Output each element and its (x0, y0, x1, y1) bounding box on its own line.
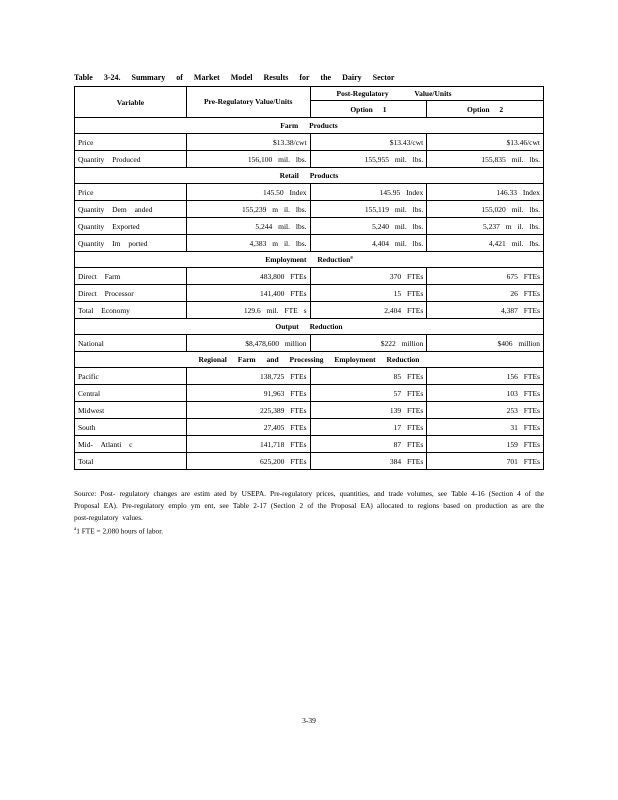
option-1-value: 370 FTEs (310, 268, 427, 285)
table-row (75, 235, 544, 252)
option-2-value: 4,421 mil. lbs. (427, 235, 544, 252)
section-heading-text: Employment Reduction (265, 255, 351, 264)
section-employment-reduction (75, 252, 544, 268)
row-label: National (75, 335, 187, 352)
option-2-value: 4,387 FTEs (427, 302, 544, 319)
row-label: South (75, 419, 187, 436)
option-1-value: 155,955 mil. lbs. (310, 151, 427, 168)
pre-regulatory-value: 156,100 mil. lbs. (186, 151, 310, 168)
row-label: Mid- Atlanti c (75, 436, 187, 453)
table-row (75, 302, 544, 319)
option-1-value: 2,404 FTEs (310, 302, 427, 319)
section-heading: Farm Products (75, 118, 544, 134)
section-heading: Output Reduction (75, 319, 544, 335)
option-1-value: 145.95 Index (310, 184, 427, 201)
header-pre-regulatory: Pre-Regulatory Value/Units (186, 87, 310, 118)
option-1-value: 87 FTEs (310, 436, 427, 453)
option-2-value: 31 FTEs (427, 419, 544, 436)
section-heading (75, 252, 544, 268)
table-row (75, 385, 544, 402)
pre-regulatory-value: 155,239 m il. lbs. (186, 201, 310, 218)
pre-regulatory-value: 225,389 FTEs (186, 402, 310, 419)
option-1-value: $222 million (310, 335, 427, 352)
option-2-value: 155,020 mil. lbs. (427, 201, 544, 218)
table-row (75, 134, 544, 151)
option-2-value: 146.33 Index (427, 184, 544, 201)
row-label: Central (75, 385, 187, 402)
option-2-value: 156 FTEs (427, 368, 544, 385)
section-retail-products (75, 168, 544, 184)
header-option-1: Option 1 (310, 101, 427, 118)
option-2-value: 103 FTEs (427, 385, 544, 402)
row-label: Quantity Exported (75, 218, 187, 235)
table-row (75, 335, 544, 352)
table-row (75, 436, 544, 453)
row-label: Direct Farm (75, 268, 187, 285)
row-label: Direct Processor (75, 285, 187, 302)
table-row (75, 419, 544, 436)
table-row (75, 268, 544, 285)
table-footnotes (74, 488, 544, 537)
option-1-value: 57 FTEs (310, 385, 427, 402)
row-label: Quantity Produced (75, 151, 187, 168)
fte-note-text: 1 FTE = 2,080 hours of labor. (76, 526, 164, 536)
row-label: Total Economy (75, 302, 187, 319)
option-1-value: 5,240 mil. lbs. (310, 218, 427, 235)
fte-note (74, 524, 544, 537)
option-1-value: 155,119 mil. lbs. (310, 201, 427, 218)
pre-regulatory-value: 483,800 FTEs (186, 268, 310, 285)
option-2-value: 253 FTEs (427, 402, 544, 419)
page-number: 3-39 (302, 716, 316, 725)
footnote-marker: a (74, 527, 77, 532)
row-label: Midwest (75, 402, 187, 419)
section-output-reduction (75, 319, 544, 335)
row-label: Price (75, 134, 187, 151)
pre-regulatory-value: 129.6 mil. FTE s (186, 302, 310, 319)
section-heading: Retail Products (75, 168, 544, 184)
pre-regulatory-value: 141,718 FTEs (186, 436, 310, 453)
row-label: Pacific (75, 368, 187, 385)
pre-regulatory-value: 138,725 FTEs (186, 368, 310, 385)
table-caption: Table 3-24. Summary of Market Model Results for the Dairy Sector (74, 73, 395, 82)
row-label: Price (75, 184, 187, 201)
row-label: Quantity Dem anded (75, 201, 187, 218)
section-farm-products (75, 118, 544, 134)
option-2-value: 26 FTEs (427, 285, 544, 302)
table-row (75, 151, 544, 168)
pre-regulatory-value: 91,963 FTEs (186, 385, 310, 402)
option-2-value: 155,835 mil. lbs. (427, 151, 544, 168)
table-row (75, 201, 544, 218)
header-post-regulatory: Post-Regulatory Value/Units (310, 87, 543, 101)
row-label: Quantity Im ported (75, 235, 187, 252)
pre-regulatory-value: 27,405 FTEs (186, 419, 310, 436)
table-row (75, 402, 544, 419)
table-row (75, 285, 544, 302)
option-2-value: 675 FTEs (427, 268, 544, 285)
option-2-value: 159 FTEs (427, 436, 544, 453)
pre-regulatory-value: 625,200 FTEs (186, 453, 310, 470)
option-1-value: 17 FTEs (310, 419, 427, 436)
pre-regulatory-value: 141,400 FTEs (186, 285, 310, 302)
section-regional (75, 352, 544, 368)
source-note: Source: Post- regulatory changes are estim ated by USEPA. Pre-regulatory prices, quantities, and trade volumes, see Table 4-16 (Section 4 of the Proposal EA). Pre-regulatory emplo ym ent, see Table 2-17 (Section 2 of the Proposal EA) allocated to regions based on production as are the post-regulatory values. (74, 489, 544, 522)
footnote-marker: a (350, 255, 353, 261)
table-row (75, 453, 544, 470)
pre-regulatory-value: $8,478,600 million (186, 335, 310, 352)
option-1-value: 384 FTEs (310, 453, 427, 470)
header-option-2: Option 2 (427, 101, 544, 118)
section-heading: Regional Farm and Processing Employment Reduction (75, 352, 544, 368)
option-1-value: $13.43/cwt (310, 134, 427, 151)
dairy-results-table (74, 86, 544, 470)
option-1-value: 85 FTEs (310, 368, 427, 385)
option-1-value: 139 FTEs (310, 402, 427, 419)
table-row (75, 184, 544, 201)
pre-regulatory-value: $13.38/cwt (186, 134, 310, 151)
pre-regulatory-value: 4,383 m il. lbs. (186, 235, 310, 252)
header-variable: Variable (75, 87, 187, 118)
pre-regulatory-value: 5,244 mil. lbs. (186, 218, 310, 235)
option-2-value: $13.46/cwt (427, 134, 544, 151)
option-1-value: 4,404 mil. lbs. (310, 235, 427, 252)
option-2-value: $406 million (427, 335, 544, 352)
header-row-1 (75, 87, 544, 101)
table-row (75, 368, 544, 385)
row-label: Total (75, 453, 187, 470)
option-2-value: 701 FTEs (427, 453, 544, 470)
option-1-value: 15 FTEs (310, 285, 427, 302)
pre-regulatory-value: 145.50 Index (186, 184, 310, 201)
option-2-value: 5,237 m il. lbs. (427, 218, 544, 235)
table-row (75, 218, 544, 235)
